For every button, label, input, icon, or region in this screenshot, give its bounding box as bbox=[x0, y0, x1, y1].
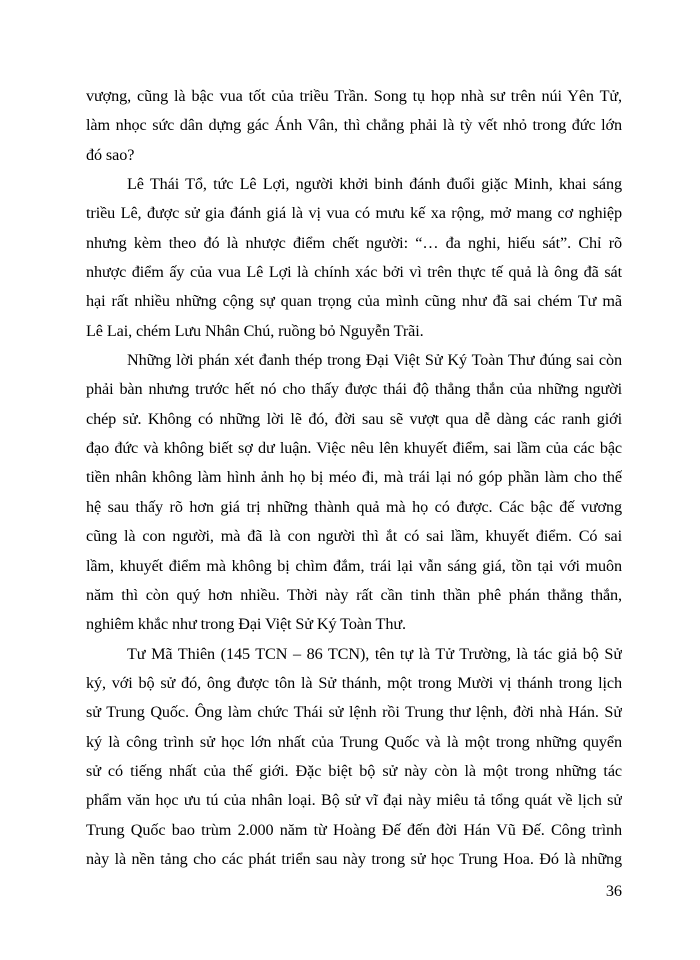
text-line: lầm, khuyết điểm mà không bị chìm đắm, trái lại vẫn sáng giá, tồn tại với muôn bbox=[86, 556, 622, 575]
paragraph bbox=[86, 170, 622, 346]
text-line: phải bàn nhưng trước hết nó cho thấy được thái độ thẳng thắn của những người bbox=[86, 380, 622, 399]
text-line: phẩm văn học ưu tú của nhân loại. Bộ sử vĩ đại này miêu tả tổng quát về lịch sử bbox=[86, 791, 622, 810]
paragraph bbox=[86, 640, 622, 875]
text-line: Trung Quốc bao trùm 2.000 năm từ Hoàng Đế đến đời Hán Vũ Đế. Công trình bbox=[86, 820, 622, 839]
text-line: triều Lê, được sử gia đánh giá là vị vua có mưu kế xa rộng, mở mang cơ nghiệp bbox=[86, 204, 622, 223]
text-line: Lê Thái Tổ, tức Lê Lợi, người khởi binh đánh đuổi giặc Minh, khai sáng bbox=[127, 175, 622, 194]
text-line: vượng, cũng là bậc vua tốt của triều Trần. Song tụ họp nhà sư trên núi Yên Tử, bbox=[86, 87, 622, 105]
text-line: cũng là con người, mà đã là con người thì ắt có sai lầm, khuyết điểm. Có sai bbox=[86, 527, 622, 546]
text-line: sử có tiếng nhất của thế giới. Đặc biệt bộ sử này còn là một trong những tác bbox=[86, 761, 622, 780]
text-line: này là nền tảng cho các phát triển sau này trong sử học Trung Hoa. Đó là những bbox=[86, 849, 622, 868]
text-line: nghiêm khắc như trong Đại Việt Sử Ký Toàn Thư. bbox=[86, 615, 406, 634]
text-line: Lê Lai, chém Lưu Nhân Chú, ruồng bỏ Nguyễn Trãi. bbox=[86, 321, 424, 340]
text-line: nhưng kèm theo đó là nhược điểm chết người: “… đa nghi, hiếu sát”. Chỉ rõ bbox=[86, 233, 622, 252]
text-line: hệ sau thấy rõ hơn giá trị những thành quả mà họ có được. Các bậc đế vương bbox=[86, 497, 622, 516]
text-line: tiền nhân không làm hình ảnh họ bị méo đi, mà trái lại nó góp phần làm cho thế bbox=[86, 468, 622, 487]
text-line: ký, với bộ sử đó, ông được tôn là Sử thánh, một trong Mười vị thánh trong lịch bbox=[86, 673, 622, 692]
body-text bbox=[86, 82, 622, 874]
paragraph bbox=[86, 82, 622, 170]
text-line: Những lời phán xét đanh thép trong Đại Việt Sử Ký Toàn Thư đúng sai còn bbox=[127, 351, 622, 370]
text-line: đạo đức và không biết sợ dư luận. Việc nêu lên khuyết điểm, sai lầm của các bậc bbox=[86, 439, 622, 458]
page-number: 36 bbox=[605, 882, 622, 900]
text-line: chép sử. Không có những lời lẽ đó, đời sau sẽ vượt qua dễ dàng các ranh giới bbox=[86, 409, 622, 428]
paragraph bbox=[86, 346, 622, 639]
text-line: Tư Mã Thiên (145 TCN – 86 TCN), tên tự là Tử Trường, là tác giả bộ Sử bbox=[127, 644, 622, 663]
text-line: hại rất nhiều những cộng sự quan trọng của mình cũng như đã sai chém Tư mã bbox=[86, 292, 622, 311]
text-line: sử Trung Quốc. Ông làm chức Thái sử lệnh rồi Trung thư lệnh, đời nhà Hán. Sử bbox=[86, 703, 622, 722]
text-line: năm thì còn quý hơn nhiều. Thời này rất cần tinh thần phê phán thẳng thắn, bbox=[86, 585, 622, 604]
text-line: làm nhọc sức dân dựng gác Ánh Vân, thì chẳng phải là tỳ vết nhỏ trong đức lớn bbox=[86, 116, 622, 135]
text-line: ký là công trình sử học lớn nhất của Trung Quốc và là một trong những quyển bbox=[86, 732, 622, 751]
text-line: đó sao? bbox=[86, 145, 135, 164]
text-line: nhược điểm ấy của vua Lê Lợi là chính xác bởi vì trên thực tế quả là ông đã sát bbox=[86, 263, 622, 282]
